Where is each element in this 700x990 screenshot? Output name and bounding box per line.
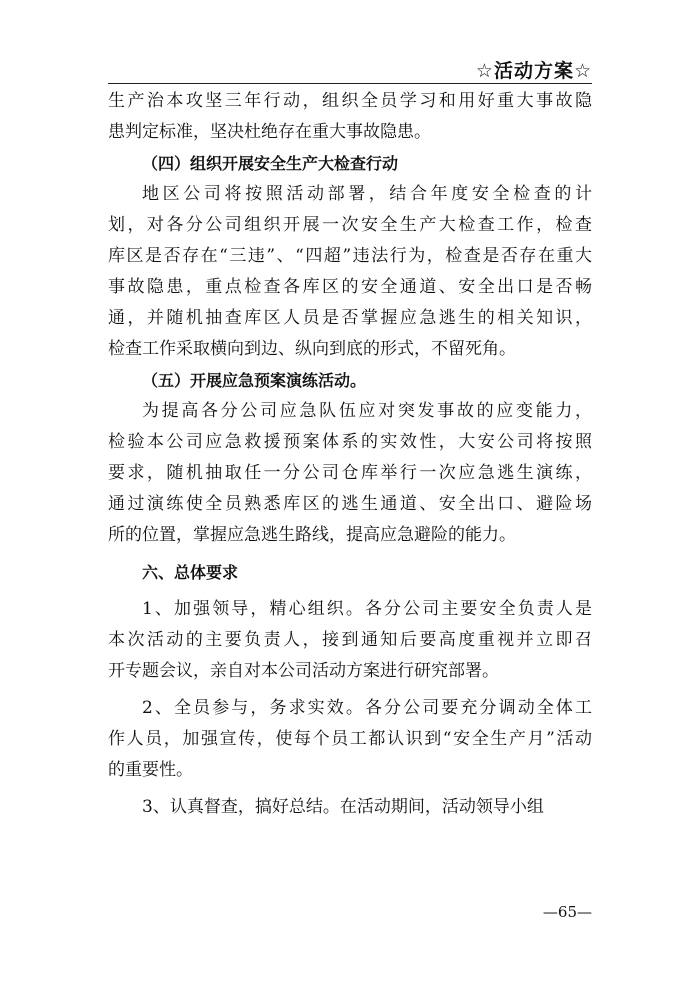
text-line: 本次活动的主要负责人，接到通知后要高度重视并立即召 [108, 630, 592, 650]
header-rule [108, 83, 592, 84]
page-number: —65— [542, 903, 592, 921]
text-line: 事故隐患，重点检查各库区的安全通道、安全出口是否畅 [108, 277, 592, 297]
text-line: 划，对各分公司组织开展一次安全生产大检查工作，检查 [108, 215, 592, 235]
paragraph-2 [108, 179, 592, 365]
text-line: 作人员，加强宣传，使每个员工都认识到“安全生产月”活动 [108, 729, 592, 749]
text-line: 开专题会议，亲自对本公司活动方案进行研究部署。 [108, 661, 499, 681]
text-line: 检查工作采取横向到边、纵向到底的形式，不留死角。 [108, 339, 516, 359]
paragraph-3 [108, 396, 592, 551]
paragraph-4 [108, 594, 592, 687]
page-header-title: ☆活动方案☆ [475, 60, 592, 82]
text-line: 为提高各分公司应急队伍应对突发事故的应变能力， [142, 401, 592, 421]
text-line: 要求，随机抽取任一分公司仓库举行一次应急逃生演练， [108, 463, 592, 483]
paragraph-6 [108, 792, 592, 823]
paragraph-5 [108, 693, 592, 786]
heading-section-6: 六、总体要求 [142, 563, 239, 582]
text-line: 通过演练使全员熟悉库区的逃生通道、安全出口、避险场 [108, 494, 592, 514]
text-line: 所的位置，掌握应急逃生路线，提高应急避险的能力。 [108, 525, 516, 545]
text-line: 通，并随机抽查库区人员是否掌握应急逃生的相关知识， [108, 308, 592, 328]
text-line: 3、认真督查，搞好总结。在活动期间，活动领导小组 [142, 797, 544, 817]
text-line: 的重要性。 [108, 760, 193, 780]
paragraph-1 [108, 86, 592, 148]
text-line: 患判定标准，坚决杜绝存在重大事故隐患。 [108, 122, 431, 142]
document-body [108, 86, 592, 823]
text-line: 库区是否存在“三违”、“四超”违法行为，检查是否存在重大 [108, 246, 592, 266]
heading-section-5: （五）开展应急预案演练活动。 [142, 371, 367, 390]
text-line: 检验本公司应急救援预案体系的实效性，大安公司将按照 [108, 432, 592, 452]
heading-section-4: （四）组织开展安全生产大检查行动 [142, 154, 399, 173]
text-line: 1、加强领导，精心组织。各分公司主要安全负责人是 [142, 599, 592, 619]
text-line: 地区公司将按照活动部署，结合年度安全检查的计 [142, 184, 592, 204]
text-line: 2、全员参与，务求实效。各分公司要充分调动全体工 [142, 698, 592, 718]
text-line: 生产治本攻坚三年行动，组织全员学习和用好重大事故隐 [108, 91, 592, 111]
